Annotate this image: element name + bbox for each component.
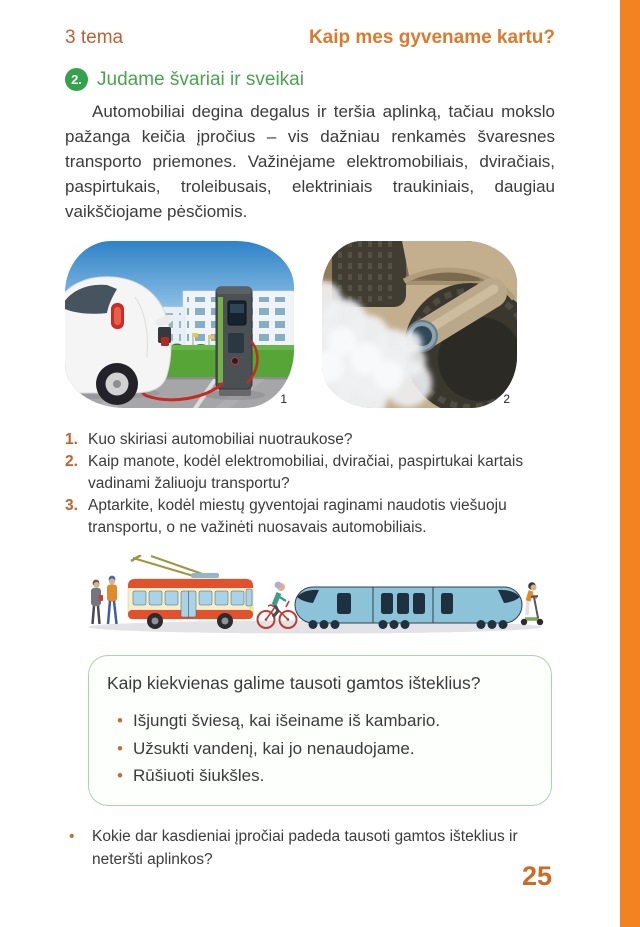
electric-car-charging-photo (65, 241, 294, 408)
tip-text: Užsukti vandenį, kai jo nenaudojame. (133, 738, 415, 758)
tip-box-title: Kaip kiekvienas galime tausoti gamtos išteklius? (107, 673, 481, 693)
page-header (65, 27, 555, 49)
question-text: Kuo skiriasi automobiliai nuotraukose? (88, 431, 353, 448)
tip-item (107, 762, 529, 790)
green-transport-illustration (85, 555, 555, 635)
bullet-icon: • (117, 766, 123, 785)
tip-text: Rūšiuoti šiukšles. (133, 766, 265, 785)
question-number: 3. (65, 497, 78, 514)
tip-box (88, 655, 552, 806)
question-number: 2. (65, 453, 78, 470)
page-number: 25 (521, 861, 552, 891)
photo-electric-car-charging (65, 241, 294, 408)
extra-question-text: Kokie dar kasdieniai įpročiai padeda tausoti gamtos išteklius ir neteršti aplinkos? (92, 827, 518, 868)
theme-label: 3 tema (65, 27, 124, 48)
question-item (65, 451, 555, 495)
intro-paragraph: Automobiliai degina degalus ir teršia aplinką, tačiau mokslo pažanga keičia įpročius – vis dažniau renkamės švaresnes transporto priemones. Važinėjame elektromobiliais, dviračiais, paspirtukais, troleibusais, elektriniais traukiniais, daugiau vaikščiojame pėsčiomis. (65, 102, 555, 221)
bullet-icon: • (117, 738, 123, 758)
question-list (65, 429, 555, 539)
tip-item (107, 735, 529, 763)
section-title: Judame švariai ir sveikai (97, 68, 304, 90)
tip-item (107, 707, 529, 735)
question-number: 1. (65, 431, 78, 448)
question-item (65, 429, 555, 451)
question-text: Kaip manote, kodėl elektromobiliai, dviračiai, paspirtukai kartais vadinami žaliuoju transportu? (88, 453, 524, 492)
question-item (65, 495, 555, 539)
bullet-icon: • (117, 711, 123, 730)
chapter-title: Kaip mes gyvename kartu? (308, 27, 555, 48)
page-content (65, 0, 555, 871)
section-header (65, 68, 555, 91)
bullet-icon: • (69, 827, 75, 845)
scooter-rider-icon (521, 582, 543, 625)
photo-exhaust-smoke (322, 241, 517, 408)
extra-question (65, 825, 545, 871)
photo-row (65, 241, 555, 408)
section-number-badge: 2. (65, 68, 88, 91)
tip-list (107, 707, 529, 790)
exhaust-pipe-smoke-photo (322, 241, 517, 408)
pedestrians-icon (91, 576, 117, 624)
electric-train-icon (295, 587, 522, 629)
trolleybus-icon (128, 555, 253, 629)
page-edge-bar (620, 0, 640, 927)
question-text: Aptarkite, kodėl miestų gyventojai raginami naudotis viešuoju transportu, o ne važinėti nuosavais automobiliais. (88, 497, 507, 536)
photo-number-label: 2 (503, 392, 510, 406)
tip-text: Išjungti šviesą, kai išeiname iš kambario. (133, 711, 441, 730)
photo-number-label: 1 (280, 392, 287, 406)
